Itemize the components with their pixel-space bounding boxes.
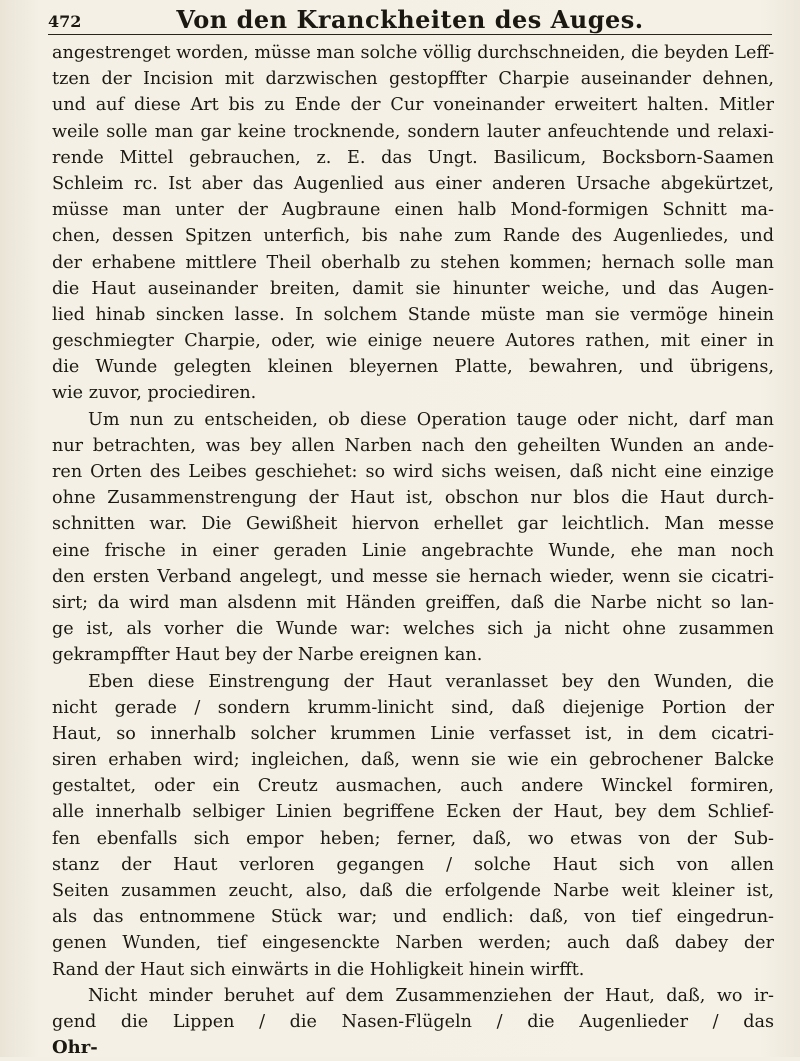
text-line: nur betrachten, was bey allen Narben nach den geheilten Wunden an ande- [52,435,774,456]
page-number: 472 [48,12,82,31]
text-line: als das entnommene Stück war; und endlich: daß, von tief eingedrun- [52,907,774,928]
body-text [52,40,774,1061]
text-line: gekrampffter Haut bey der Narbe ereignen kan. [52,645,483,666]
text-line: gend die Lippen / die Nasen-Flügeln / die Augenlieder / das [52,1011,774,1032]
text-line: müsse man unter der Augbraune einen halb Mond-formigen Schnitt ma- [52,200,774,221]
text-line: siren erhaben wird; ingleichen, daß, wenn sie wie ein gebrochener Balcke [52,750,774,771]
text-line: Um nun zu entscheiden, ob diese Operation tauge oder nicht, darf man [88,409,774,430]
text-line: Nicht minder beruhet auf dem Zusammenziehen der Haut, daß, wo ir- [88,985,774,1006]
text-line: wie zuvor, prociediren. [52,383,257,404]
text-line: rende Mittel gebrauchen, z. E. das Ungt. Basilicum, Bocksborn-Saamen [52,147,774,168]
page-header [48,4,772,35]
text-line: der erhabene mittlere Theil oberhalb zu stehen kommen; hernach solle man [52,252,774,273]
text-line: chen, dessen Spitzen unterfich, bis nahe zum Rande des Augenliedes, und [52,226,774,247]
text-line: und auf diese Art bis zu Ende der Cur voneinander erweitert halten. Mitler [52,95,774,116]
text-line: Eben diese Einstrengung der Haut veranlasset bey den Wunden, die [88,671,774,692]
text-line: alle innerhalb selbiger Linien begriffene Ecken der Haut, bey dem Schlief- [52,802,774,823]
text-line: lied hinab sincken lasse. In solchem Stande müste man sie vermöge hinein [52,304,774,325]
text-line: sirt; da wird man alsdenn mit Händen greiffen, daß die Narbe nicht so lan- [52,592,774,613]
text-line: ohne Zusammenstrengung der Haut ist, obschon nur blos die Haut durch- [52,488,774,509]
text-line: die Haut auseinander breiten, damit sie hinunter weiche, und das Augen- [52,278,774,299]
text-line: gestaltet, oder ein Creutz ausmachen, auch andere Winckel formiren, [52,776,774,797]
text-line: stanz der Haut verloren gegangen / solche Haut sich von allen [52,854,774,875]
text-line: weile solle man gar keine trocknende, sondern lauter anfeuchtende und relaxi- [52,121,774,142]
text-line: Schleim rc. Ist aber das Augenlied aus einer anderen Ursache abgekürtzet, [52,173,774,194]
text-line: tzen der Incision mit darzwischen gestopffter Charpie auseinander dehnen, [52,69,774,90]
running-title: Von den Kranckheiten des Auges. [176,5,644,34]
text-line: Seiten zusammen zeucht, also, daß die erfolgende Narbe weit kleiner ist, [52,881,774,901]
text-line: geschmiegter Charpie, oder, wie einige neuere Autores rathen, mit einer in [52,331,774,352]
text-line: schnitten war. Die Gewißheit hiervon erhellet gar leichtlich. Man messe [52,514,774,535]
text-line: Rand der Haut sich einwärts in die Hohligkeit hinein wirfft. [52,959,585,980]
text-line: ge ist, als vorher die Wunde war: welches sich ja nicht ohne zusammen [52,619,774,640]
text-line: eine frische in einer geraden Linie angebrachte Wunde, ehe man noch [52,540,774,561]
text-line: den ersten Verband angelegt, und messe sie hernach wieder, wenn sie cicatri- [52,566,774,587]
text-line: fen ebenfalls sich empor heben; ferner, daß, wo etwas von der Sub- [52,828,774,849]
catchword: Ohr- [52,1037,98,1059]
text-line: nicht gerade / sondern krumm-linicht sind, daß diejenige Portion der [52,697,774,718]
text-line: genen Wunden, tief eingesenckte Narben werden; auch daß dabey der [52,933,774,954]
text-line: Haut, so innerhalb solcher krummen Linie verfasset ist, in dem cicatri- [52,723,774,744]
text-line: die Wunde gelegten kleinen bleyernen Platte, bewahren, und übrigens, [52,357,774,378]
text-line: angestrenget worden, müsse man solche völlig durchschneiden, die beyden Leff- [52,43,774,63]
text-line: ren Orten des Leibes geschiehet: so wird sichs weisen, daß nicht eine einzige [52,462,774,482]
